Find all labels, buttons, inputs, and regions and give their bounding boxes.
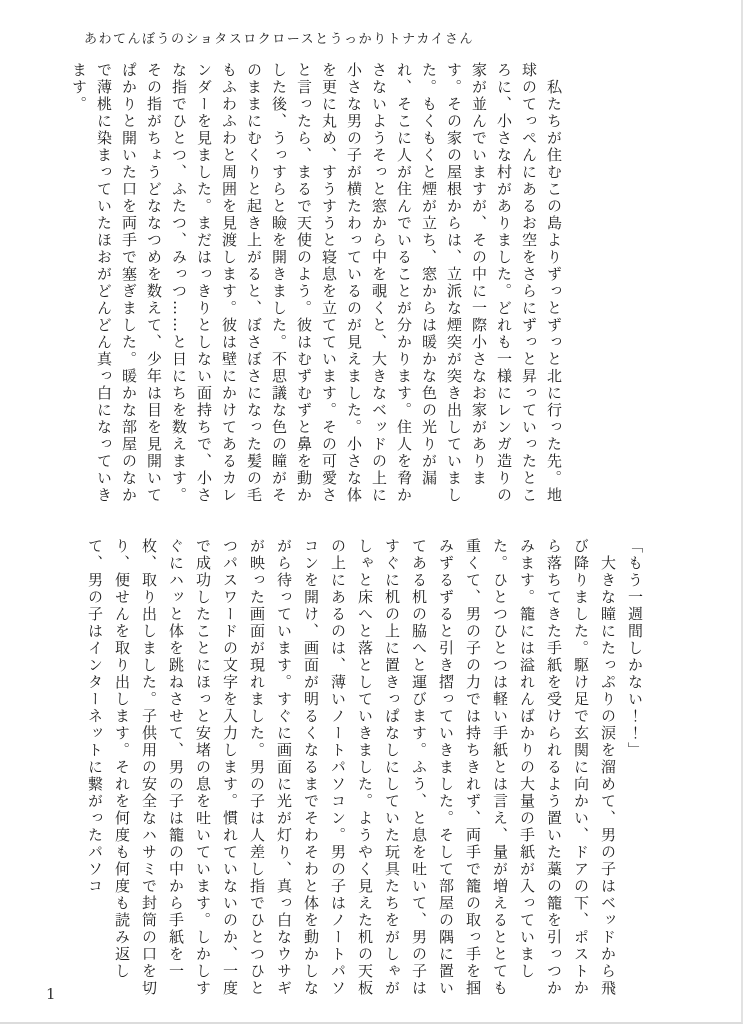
paragraph: 私たちが住むこの島よりずっとずっと北に行った先。地球のてっぺんにあるお空をさらにずっと昇っていったところに、小さな村がありました。どれも一様にレンガ造りの家が並んでいますが、その中に一際小さなお家があります。その家の屋根からは、立派な煙突が突き出していました。もくもくと煙が立ち、窓からは暖かな色の光りが漏れ、そこに人が住んでいることが分かります。住人を脅かさないようそっと窓から中を覗くと、大きなベッドの上に小さな男の子が横たわっているのが見えました。小さな体を更に丸め、すうすうと寝息を立てています。その可愛さと言ったら、まるで天使のよう。彼はむずむずと鼻を動かした後、うっすらと瞼を開きました。不思議な色の瞳がそのままにむくりと起き上がると、ぼさぼさになった髪の毛もふわふわと周囲を見渡します。彼は壁にかけてあるカレンダーを見ました。まだはっきりとしない面持ちで、小さな指でひとつ、ふたつ、みっつ……と日にちを数えます。その指がちょうどななつめを数えて、少年は目を見開いてぱかりと開いた口を両手で塞ぎました。暖かな部屋のなかで薄桃に染まっていたほおがどんどん真っ白になっていきます。 (70, 62, 563, 504)
page-number: 1 (46, 985, 56, 1003)
story-section-top (66, 62, 566, 520)
paragraph: 大きな瞳にたっぷりの涙を溜めて、男の子はベッドから飛び降りました。駆け足で玄関に向かい、ドアの下、ポストから落ちてきた手紙を受けられるよう置いた藁の籠を引っつかみます。籠には溢れんばかりの大量の手紙が入っていました。ひとつひとつは軽い手紙とは言え、量が増えるととても重くて、男の子の力では持ちきれず、両手で籠の取っ手を掴みずるずると引き摺っていきました。そして部屋の隅に置いてある机の脇へと運びます。ふう、と息を吐いて、男の子はすぐに机の上に置きっぱなしにしていた玩具たちをがしゃがしゃと床へと落としていきました。ようやく見えた机の天板の上にあるのは、薄いノートパソコン。男の子はノートパソコンを開け、画面が明るくなるまでそわそわと体を動かしながら待っています。すぐに画面に光が灯り、真っ白なウサギが映った画面が現れました。男の子は人差し指でひとつひとつパスワードの文字を入力します。慣れていないのか、一度で成功したことにほっと安堵の息を吐いています。しかしすぐにハッと体を跳ねさせて、男の子は籠の中から手紙を一枚、取り出しました。子供用の安全なハサミで封筒の口を切り、便せんを取り出します。それを何度も何度も読み返して、男の子はインターネットに繋がったパソコ (86, 538, 617, 997)
story-section-bottom (81, 538, 648, 1002)
page-title: あわてんぼうのショタスロクロースとうっかりトナカイさん (84, 32, 474, 47)
dialogue-line: 「もう一週間しかない！！」 (626, 538, 644, 759)
